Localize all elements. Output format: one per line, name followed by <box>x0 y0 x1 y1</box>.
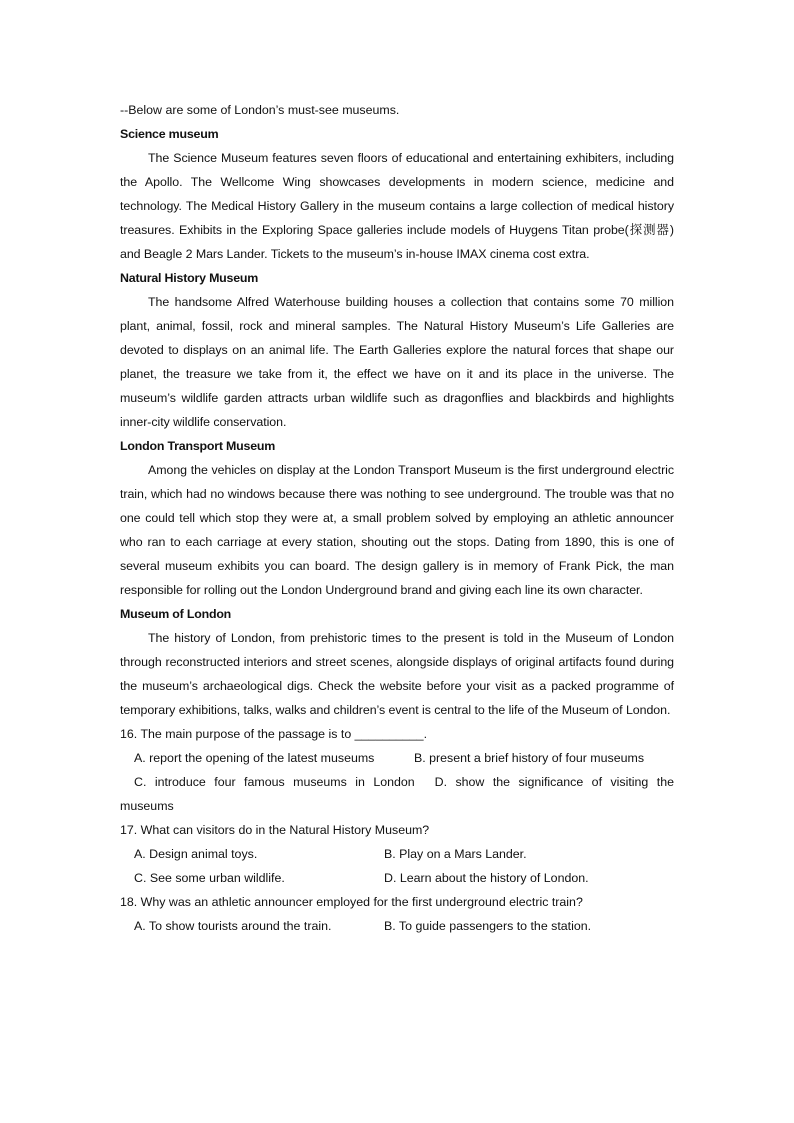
document-page <box>120 98 674 938</box>
section-heading-natural-history: Natural History Museum <box>120 271 259 285</box>
question-16-option-d[interactable]: D. show the significance of visiting the <box>434 775 674 789</box>
question-16-options-row2 <box>120 770 674 794</box>
question-18-option-b[interactable]: B. To guide passengers to the station. <box>384 919 592 933</box>
question-18-options-row1 <box>120 914 674 938</box>
question-18-option-a[interactable]: A. To show tourists around the train. <box>134 919 332 933</box>
section-body-natural-history: The handsome Alfred Waterhouse building houses a collection that contains some 70 million plant, animal, fossil, rock and mineral samples. The Natural History Museum’s Life Galleries are devoted to displays on an animal life. The Earth Galleries explore the natural forces that shape our planet, the treasure we take from it, the effect we have on it and its place in the universe. The museum’s wildlife garden attracts urban wildlife such as dragonflies and blackbirds and highlights inner-city wildlife conservation. <box>120 295 674 429</box>
question-18-stem: 18. Why was an athletic announcer employed for the first underground electric train? <box>120 895 583 909</box>
question-17-option-d[interactable]: D. Learn about the history of London. <box>384 871 589 885</box>
question-17-option-c[interactable]: C. See some urban wildlife. <box>134 871 285 885</box>
question-16-option-b[interactable]: B. present a brief history of four museums <box>414 751 645 765</box>
section-body-transport: Among the vehicles on display at the London Transport Museum is the first underground electric train, which had no windows because there was nothing to see underground. The trouble was that no one could tell which stop they were at, a small problem solved by employing an athletic announcer who ran to each carriage at every station, shouting out the stops. Dating from 1890, this is one of several museum exhibits you can board. The design gallery is in memory of Frank Pick, the man responsible for rolling out the London Underground brand and giving each line its own character. <box>120 463 674 597</box>
question-16-options-row1 <box>120 746 674 770</box>
question-16-option-a[interactable]: A. report the opening of the latest museums <box>134 751 375 765</box>
question-17-options-row1 <box>120 842 674 866</box>
question-16-stem: 16. The main purpose of the passage is to __________. <box>120 727 428 741</box>
section-heading-transport: London Transport Museum <box>120 439 276 453</box>
question-16-option-c[interactable]: C. introduce four famous museums in London <box>134 775 415 789</box>
section-heading-science: Science museum <box>120 127 219 141</box>
section-body-science: The Science Museum features seven floors of educational and entertaining exhibiters, including the Apollo. The Wellcome Wing showcases developments in modern science, medicine and technology. The Medical History Gallery in the museum contains a large collection of medical history treasures. Exhibits in the Exploring Space galleries include models of Huygens Titan probe(探测器) and Beagle 2 Mars Lander. Tickets to the museum’s in-house IMAX cinema cost extra. <box>120 151 674 261</box>
question-17-option-b[interactable]: B. Play on a Mars Lander. <box>384 847 527 861</box>
section-body-museum-of-london: The history of London, from prehistoric times to the present is told in the Museum of London through reconstructed interiors and street scenes, alongside displays of original artifacts found during the museum’s archaeological digs. Check the website before your visit as a packed programme of temporary exhibitions, talks, walks and children’s event is central to the life of the Museum of London. <box>120 631 674 717</box>
question-17-option-a[interactable]: A. Design animal toys. <box>134 847 258 861</box>
section-heading-museum-of-london: Museum of London <box>120 607 232 621</box>
intro-line: --Below are some of London’s must-see museums. <box>120 103 400 117</box>
question-17-stem: 17. What can visitors do in the Natural History Museum? <box>120 823 430 837</box>
question-17-options-row2 <box>120 866 674 890</box>
question-16-option-d-tail: museums <box>120 799 174 813</box>
